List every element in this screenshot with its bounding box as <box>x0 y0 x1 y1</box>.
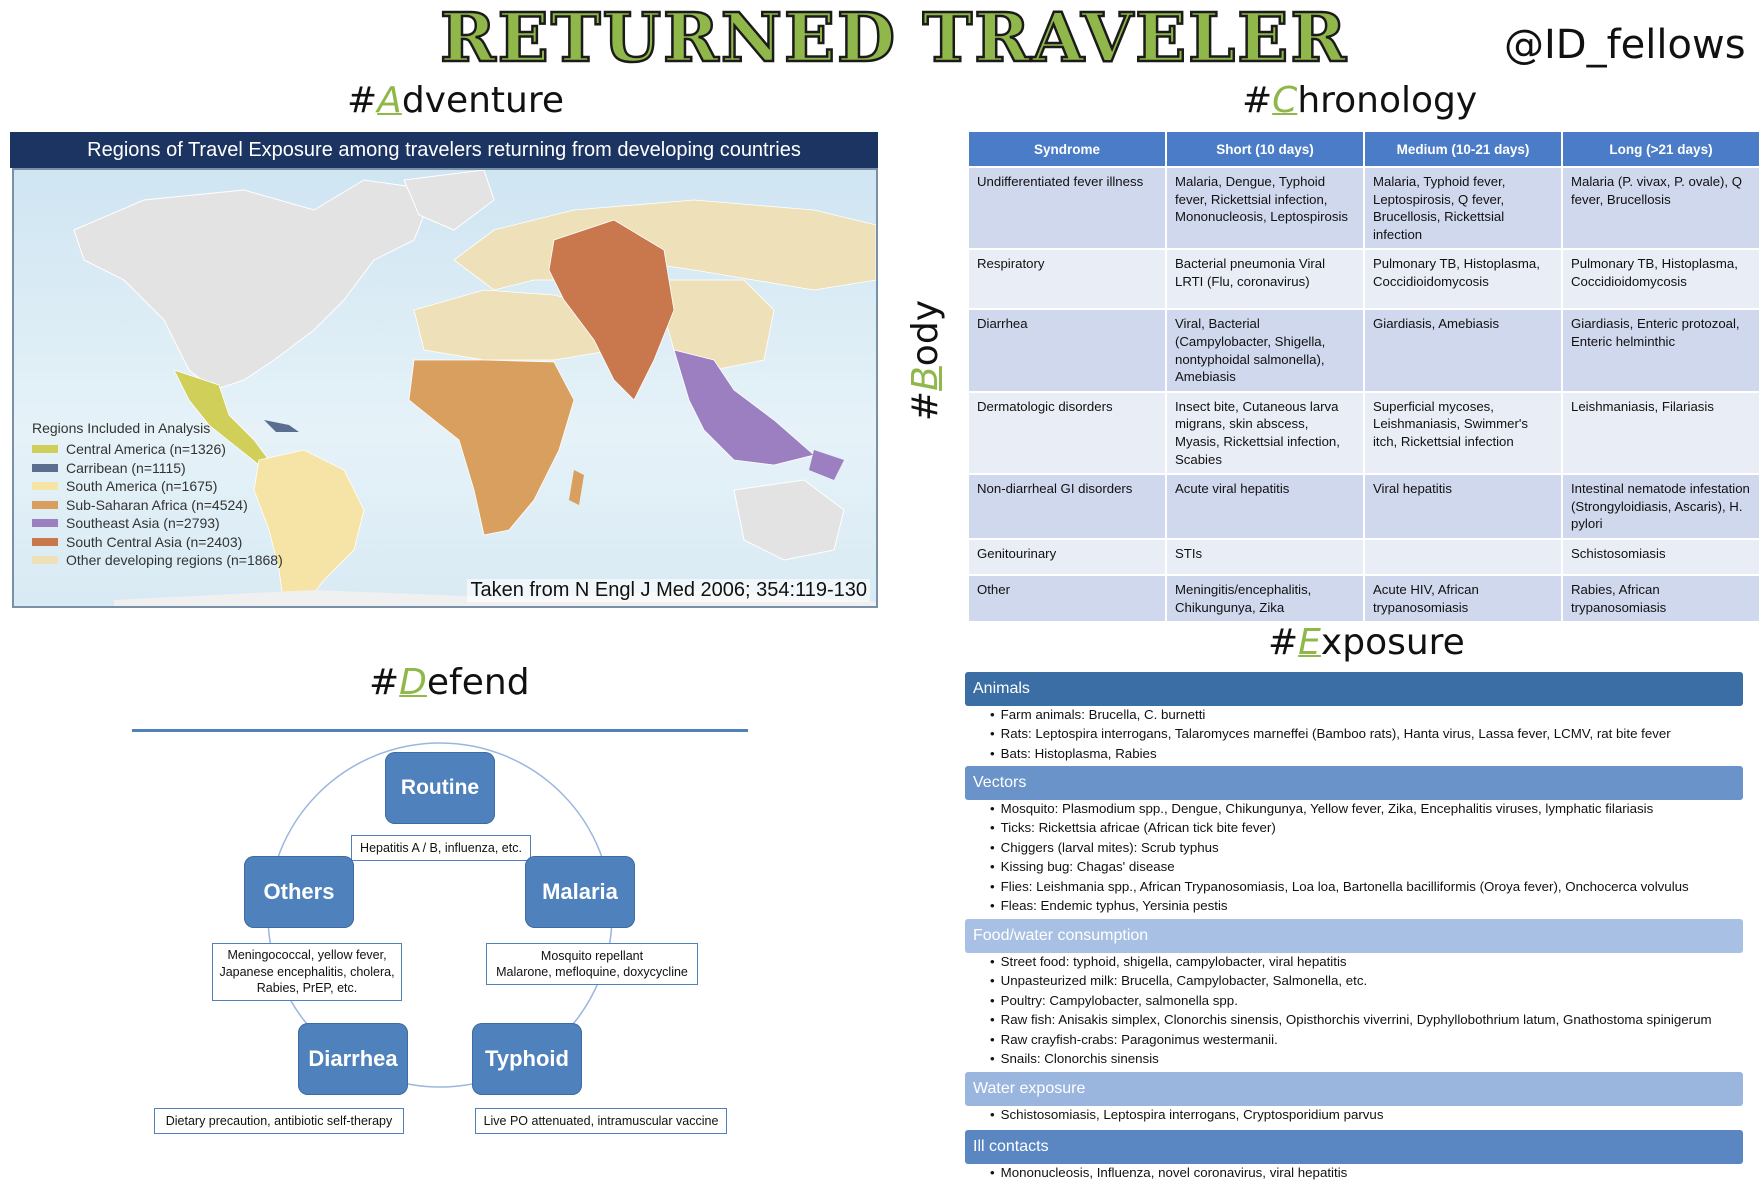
table-row <box>969 310 1759 390</box>
exposure-header-contacts: Ill contacts <box>965 1130 1743 1164</box>
legend-title: Regions Included in Analysis <box>32 420 211 436</box>
list-item: • Mononucleosis, Influenza, novel coronavirus, viral hepatitis <box>990 1163 1347 1182</box>
chronology-table <box>967 130 1761 623</box>
table-row <box>969 250 1759 308</box>
exposure-list-water <box>990 1105 1383 1124</box>
table-cell: Malaria, Typhoid fever, Leptospirosis, Q fever, Brucellosis, Rickettsial infection <box>1365 168 1561 248</box>
exposure-header-food: Food/water consumption <box>965 919 1743 953</box>
twitter-handle: @ID_fellows <box>1504 22 1746 68</box>
exposure-header-animals: Animals <box>965 672 1743 706</box>
list-item: • Unpasteurized milk: Brucella, Campylobacter, Salmonella, etc. <box>990 971 1712 990</box>
note-others-line1: Meningococcal, yellow fever, <box>227 948 387 963</box>
table-row <box>969 576 1759 621</box>
legend-label: Sub-Saharan Africa (n=4524) <box>66 496 248 513</box>
chronology-title: #Chronology <box>1242 80 1478 121</box>
table-cell: STIs <box>1167 540 1363 574</box>
table-cell: Schistosomiasis <box>1563 540 1759 574</box>
table-cell <box>1365 540 1561 574</box>
node-diarrhea: Diarrhea <box>298 1023 408 1095</box>
table-cell: Acute HIV, African trypanosomiasis <box>1365 576 1561 621</box>
header-long: Long (>21 days) <box>1563 132 1759 166</box>
main-title: RETURNED TRAVELER <box>440 0 1349 77</box>
exposure-title: #Exposure <box>1268 622 1465 663</box>
list-item: • Schistosomiasis, Leptospira interrogans, Cryptosporidium parvus <box>990 1105 1383 1124</box>
list-item: • Farm animals: Brucella, C. burnetti <box>990 705 1671 724</box>
table-cell: Viral hepatitis <box>1365 475 1561 538</box>
list-item: • Mosquito: Plasmodium spp., Dengue, Chikungunya, Yellow fever, Zika, Encephalitis viruses, lymphatic filariasis <box>990 799 1689 818</box>
table-cell: Pulmonary TB, Histoplasma, Coccidioidomycosis <box>1563 250 1759 308</box>
note-routine: Hepatitis A / B, influenza, etc. <box>351 835 531 861</box>
list-item: • Poultry: Campylobacter, salmonella spp. <box>990 991 1712 1010</box>
note-others <box>212 943 402 1001</box>
table-cell: Genitourinary <box>969 540 1165 574</box>
exposure-header-water: Water exposure <box>965 1072 1743 1106</box>
node-typhoid: Typhoid <box>472 1023 582 1095</box>
legend-label: Central America (n=1326) <box>66 441 226 458</box>
list-item: • Rats: Leptospira interrogans, Talaromyces marneffei (Bamboo rats), Hanta virus, Lassa fever, LCMV, rat bite fever <box>990 724 1671 743</box>
legend-label: Carribean (n=1115) <box>66 459 186 476</box>
table-cell: Giardiasis, Amebiasis <box>1365 310 1561 390</box>
list-item: • Raw crayfish-crabs: Paragonimus westermanii. <box>990 1030 1712 1049</box>
note-malaria <box>486 943 698 985</box>
table-cell: Pulmonary TB, Histoplasma, Coccidioidomycosis <box>1365 250 1561 308</box>
table-cell: Dermatologic disorders <box>969 393 1165 473</box>
body-label: #Body <box>905 300 946 422</box>
table-row <box>969 393 1759 473</box>
note-malaria-line1: Mosquito repellant <box>540 948 644 963</box>
legend-label: Other developing regions (n=1868) <box>66 552 283 569</box>
legend-label: South America (n=1675) <box>66 478 218 495</box>
table-row <box>969 540 1759 574</box>
table-cell: Malaria, Dengue, Typhoid fever, Rickettsial infection, Mononucleosis, Leptospirosis <box>1167 168 1363 248</box>
header-medium: Medium (10-21 days) <box>1365 132 1561 166</box>
table-cell: Insect bite, Cutaneous larva migrans, skin abscess, Myasis, Rickettsial infection, Scabies <box>1167 393 1363 473</box>
table-cell: Non-diarrheal GI disorders <box>969 475 1165 538</box>
list-item: • Ticks: Rickettsia africae (African tick bite fever) <box>990 818 1689 837</box>
table-cell: Intestinal nematode infestation (Strongyloidiasis, Ascaris), H. pylori <box>1563 475 1759 538</box>
table-header-row <box>969 132 1759 166</box>
table-cell: Giardiasis, Enteric protozoal, Enteric helminthic <box>1563 310 1759 390</box>
list-item: • Flies: Leishmania spp., African Trypanosomiasis, Loa loa, Bartonella bacilliformis (Oroya fever), Onchocerca volvulus <box>990 877 1689 896</box>
legend-label: Southeast Asia (n=2793) <box>66 515 220 532</box>
list-item: • Fleas: Endemic typhus, Yersinia pestis <box>990 896 1689 915</box>
node-others: Others <box>244 856 354 928</box>
table-cell: Rabies, African trypanosomiasis <box>1563 576 1759 621</box>
list-item: • Snails: Clonorchis sinensis <box>990 1049 1712 1068</box>
table-cell: Meningitis/encephalitis, Chikungunya, Zika <box>1167 576 1363 621</box>
defend-title: #Defend <box>369 662 530 703</box>
table-cell: Undifferentiated fever illness <box>969 168 1165 248</box>
table-cell: Malaria (P. vivax, P. ovale), Q fever, Brucellosis <box>1563 168 1759 248</box>
table-row <box>969 475 1759 538</box>
node-routine: Routine <box>385 752 495 824</box>
list-item: • Raw fish: Anisakis simplex, Clonorchis sinensis, Opisthorchis viverrini, Dyphyllobothrium latum, Gnathostoma spinigerum <box>990 1010 1712 1029</box>
exposure-list-vectors <box>990 799 1689 915</box>
node-malaria: Malaria <box>525 856 635 928</box>
table-cell: Other <box>969 576 1165 621</box>
table-cell: Superficial mycoses, Leishmaniasis, Swimmer's itch, Rickettsial infection <box>1365 393 1561 473</box>
legend-label: South Central Asia (n=2403) <box>66 533 243 550</box>
table-cell: Acute viral hepatitis <box>1167 475 1363 538</box>
header-short: Short (10 days) <box>1167 132 1363 166</box>
exposure-header-vectors: Vectors <box>965 766 1743 800</box>
table-cell: Respiratory <box>969 250 1165 308</box>
map-credit: Taken from N Engl J Med 2006; 354:119-130 <box>467 579 870 602</box>
exposure-list-animals <box>990 705 1671 763</box>
adventure-title: #Adventure <box>347 80 565 121</box>
note-diarrhea: Dietary precaution, antibiotic self-therapy <box>154 1108 404 1134</box>
exposure-list-contacts <box>990 1163 1347 1182</box>
header-syndrome: Syndrome <box>969 132 1165 166</box>
list-item: • Street food: typhoid, shigella, campylobacter, viral hepatitis <box>990 952 1712 971</box>
list-item: • Kissing bug: Chagas' disease <box>990 857 1689 876</box>
map-banner: Regions of Travel Exposure among travelers returning from developing countries <box>10 132 878 168</box>
note-others-line3: Rabies, PrEP, etc. <box>256 981 358 996</box>
table-cell: Bacterial pneumonia Viral LRTI (Flu, coronavirus) <box>1167 250 1363 308</box>
note-malaria-line2: Malarone, mefloquine, doxycycline <box>496 965 688 979</box>
table-cell: Diarrhea <box>969 310 1165 390</box>
note-typhoid: Live PO attenuated, intramuscular vaccine <box>475 1108 727 1134</box>
list-item: • Bats: Histoplasma, Rabies <box>990 744 1671 763</box>
exposure-list-food <box>990 952 1712 1068</box>
list-item: • Chiggers (larval mites): Scrub typhus <box>990 838 1689 857</box>
table-row <box>969 168 1759 248</box>
note-others-line2: Japanese encephalitis, cholera, <box>219 964 395 979</box>
table-cell: Viral, Bacterial (Campylobacter, Shigella, nontyphoidal salmonella), Amebiasis <box>1167 310 1363 390</box>
table-cell: Leishmaniasis, Filariasis <box>1563 393 1759 473</box>
